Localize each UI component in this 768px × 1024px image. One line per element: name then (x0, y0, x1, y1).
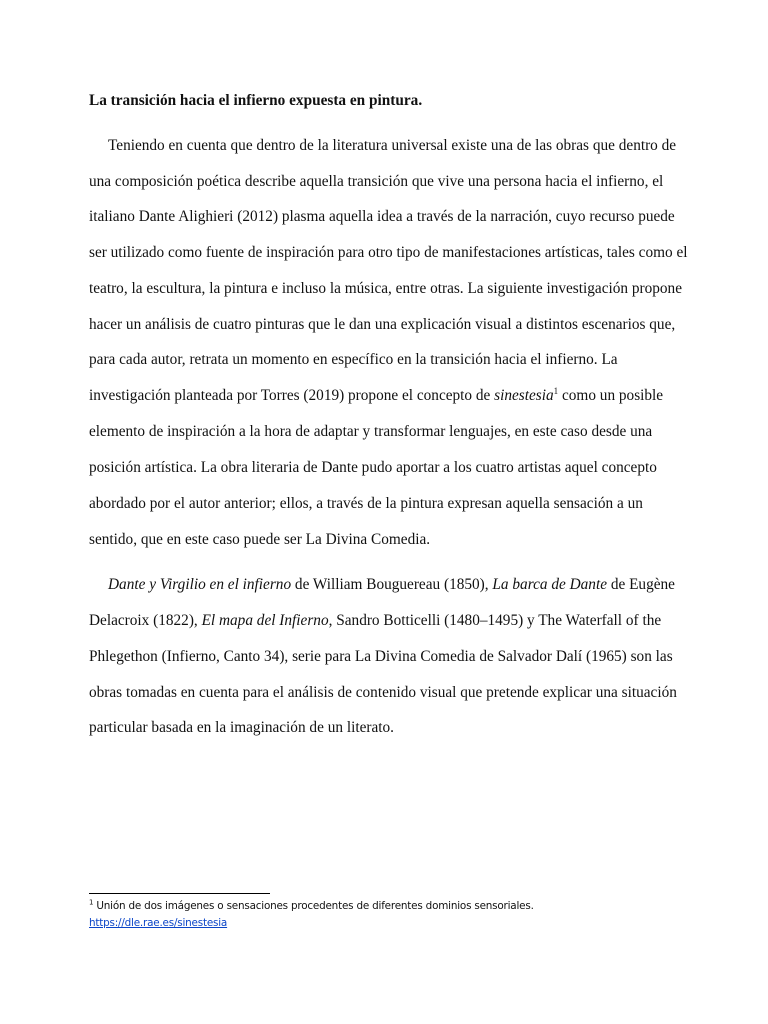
work-title-mapa-del-infierno: El mapa del Infierno (201, 612, 329, 629)
footnote-reference[interactable]: 1 (553, 385, 559, 396)
paragraph-1-line-3: italiano Dante Alighieri (2012) plasma aquella idea a través de la narración, cuyo recurso puede (89, 208, 675, 225)
paragraph-2-line-2-text-a: Delacroix (1822), (89, 612, 202, 629)
section-heading: La transición hacia el infierno expuesta en pintura. (89, 92, 423, 109)
paragraph-1-line-8 (89, 386, 663, 406)
paragraph-2-line-2 (89, 611, 661, 631)
footnote-text (89, 900, 534, 912)
paragraph-1-line-6: hacer un análisis de cuatro pinturas que le dan una explicación visual a distintos escenarios que, (89, 316, 676, 333)
paragraph-1-line-12: sentido, que en este caso puede ser La Divina Comedia. (89, 531, 431, 548)
work-title-barca-de-dante: La barca de Dante (492, 576, 607, 593)
paragraph-2-line-1-text-b: de Eugène (607, 576, 675, 593)
paragraph-2-line-5: particular basada en la imaginación de un literato. (89, 719, 394, 736)
paragraph-2-line-1 (108, 575, 675, 595)
work-title-dante-virgilio: Dante y Virgilio en el infierno (108, 576, 292, 593)
paragraph-2-line-2-text-b: , Sandro Botticelli (1480–1495) y The Waterfall of the (328, 612, 662, 629)
footnote-separator (89, 893, 270, 894)
paragraph-2-line-3: Phlegethon (Infierno, Canto 34), serie para La Divina Comedia de Salvador Dalí (1965) son las (89, 648, 673, 665)
paragraph-1-line-11: abordado por el autor anterior; ellos, a través de la pintura expresan aquella sensación a un (89, 495, 643, 512)
paragraph-1-line-9: elemento de inspiración a la hora de adaptar y transformar lenguajes, en este caso desde una (89, 423, 653, 440)
paragraph-1-line-2: una composición poética describe aquella transición que vive una persona hacia el infierno, el (89, 173, 664, 190)
paragraph-1-line-7: para cada autor, retrata un momento en específico en la transición hacia el infierno. La (89, 351, 618, 368)
paragraph-1-line-4: ser utilizado como fuente de inspiración para otro tipo de manifestaciones artísticas, tales como el (89, 244, 688, 261)
paragraph-1-line-1: Teniendo en cuenta que dentro de la literatura universal existe una de las obras que dentro de (108, 137, 677, 154)
paragraph-1-line-5: teatro, la escultura, la pintura e incluso la música, entre otras. La siguiente investigación propone (89, 280, 682, 297)
line-8-text-end: como un posible (558, 387, 664, 404)
paragraph-2-line-4: obras tomadas en cuenta para el análisis de contenido visual que pretende explicar una situación (89, 684, 677, 701)
paragraph-2-line-1-text-a: de William Bouguereau (1850), (291, 576, 493, 593)
footnote-marker: 1 (89, 898, 94, 907)
paragraph-1-line-10: posición artística. La obra literaria de Dante pudo aportar a los cuatro artistas aquel concepto (89, 459, 657, 476)
footnote-link[interactable]: https://dle.rae.es/sinestesia (89, 917, 228, 929)
line-8-text-start: investigación planteada por Torres (2019) propone el concepto de (89, 387, 495, 404)
term-sinestesia: sinestesia (494, 387, 554, 404)
footnote-definition: Unión de dos imágenes o sensaciones procedentes de diferentes dominios sensoriales. (93, 900, 534, 912)
